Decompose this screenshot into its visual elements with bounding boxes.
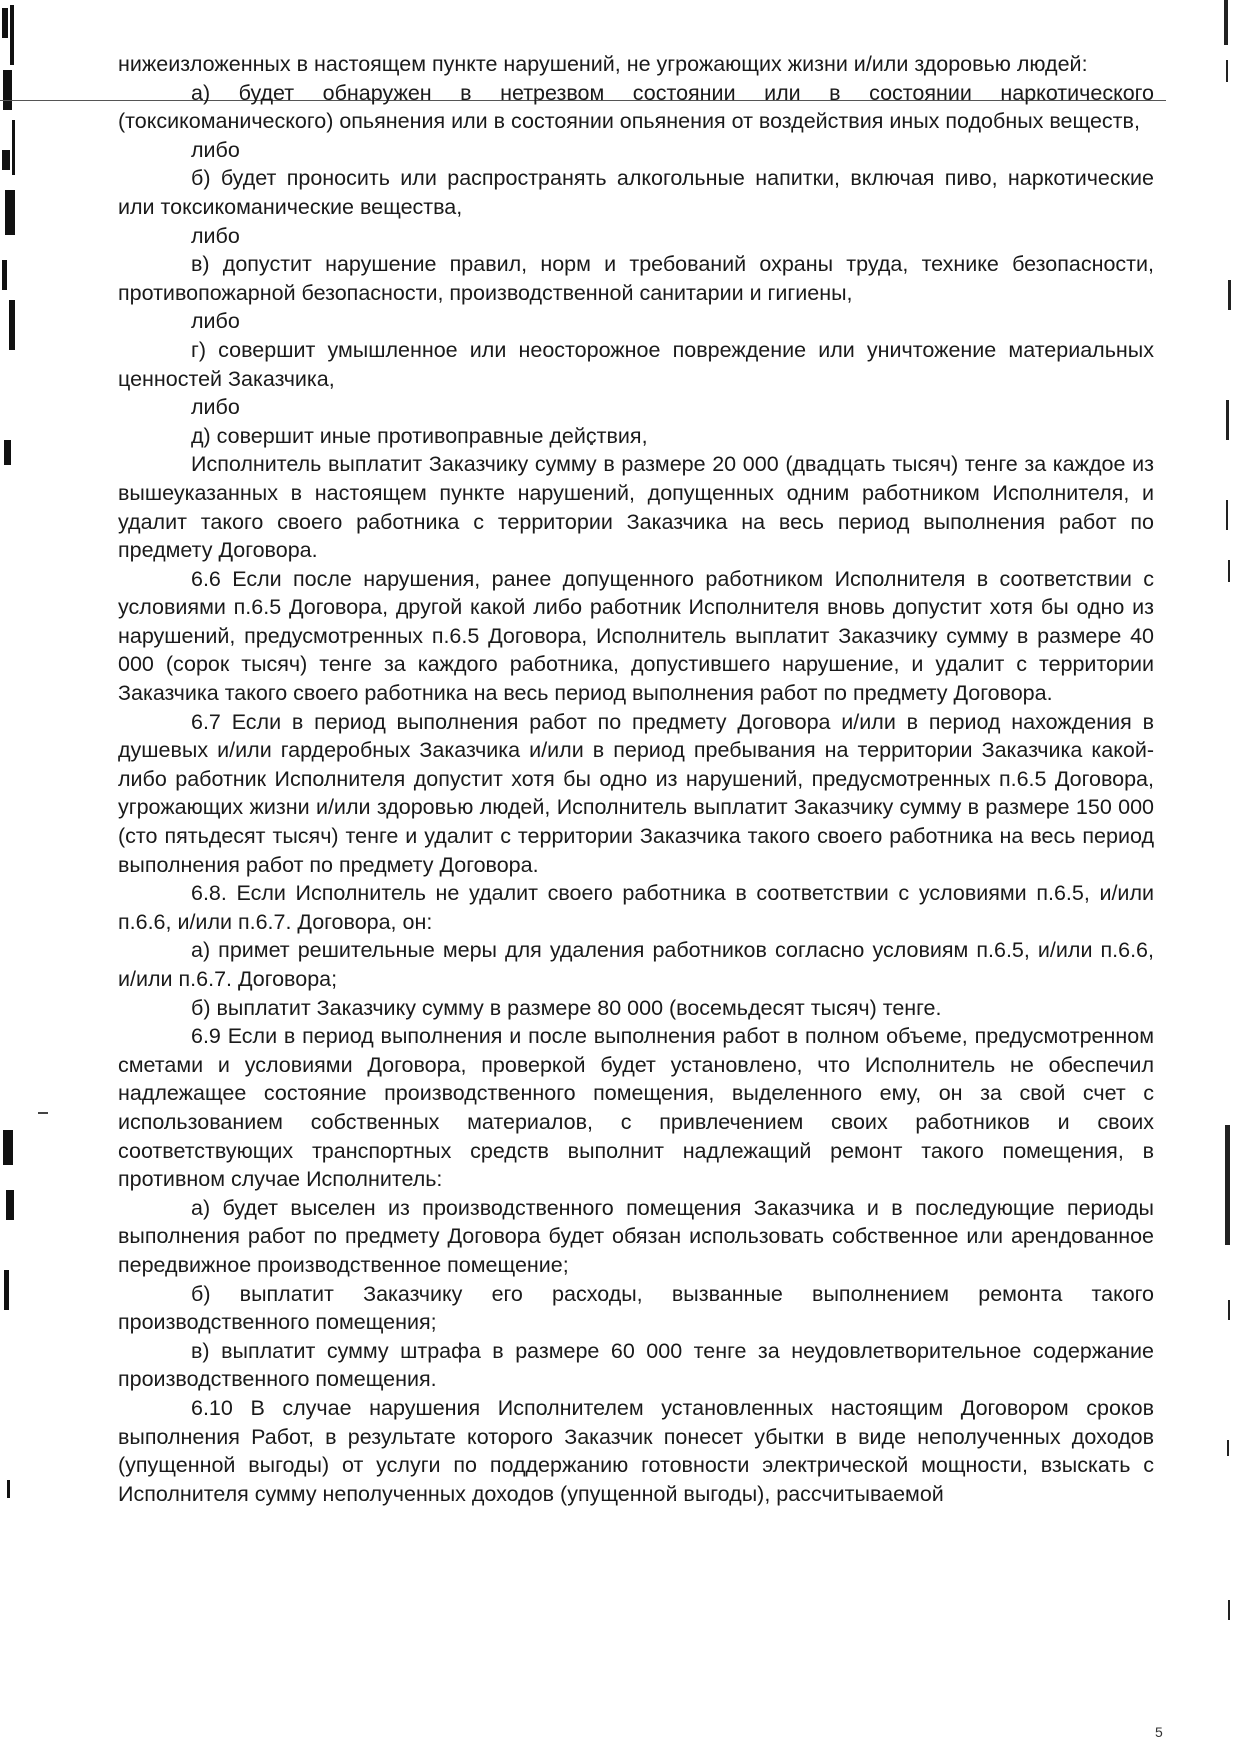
paragraph: либо xyxy=(191,223,240,248)
paragraph: нижеизложенных в настоящем пункте нарушений, не угрожающих жизни и/или здоровью людей: xyxy=(118,52,1088,76)
paragraph: либо xyxy=(191,395,240,420)
paragraph: а) будет обнаружен в нетрезвом состоянии или в состоянии наркотического (токсикоманического) опьянения или в состоянии опьянения от воздействия иных подобных веществ, xyxy=(118,80,1154,134)
paragraph: в) выплатит сумму штрафа в размере 60 000 тенге за неудовлетворительное содержание производственного помещения. xyxy=(118,1338,1154,1392)
scan-speck xyxy=(38,1112,48,1114)
paragraph: в) допустит нарушение правил, норм и требований охраны труда, технике безопасности, противопожарной безопасности, производственной санитарии и гигиены, xyxy=(118,252,1154,305)
paragraph: а) будет выселен из производственного помещения Заказчика и в последующие периоды выполнения работ по предмету Договора будет обязан использовать собственное или арендованное передвижное производственное помещение; xyxy=(118,1195,1154,1277)
paragraph: 6.10 В случае нарушения Исполнителем установленных настоящим Договором сроков выполнения Работ, в результате которого Заказчик понесет убытки в виде неполученных доходов (упущенной выгоды) от услуги по поддержанию готовности электрической мощности, взыскать с Исполнителя сумму неполученных доходов (упущенной выгоды), рассчитываемой xyxy=(118,1395,1154,1506)
paragraph: б) выплатит Заказчику сумму в размере 80 000 (восемьдесят тысяч) тенге. xyxy=(191,995,942,1020)
paragraph: г) совершит умышленное или неосторожное повреждение или уничтожение материальных ценностей Заказчика, xyxy=(118,337,1154,391)
paragraph: б) будет проносить или распространять алкогольные напитки, включая пиво, наркотические или токсикоманические вещества, xyxy=(118,166,1154,219)
paragraph: либо xyxy=(191,309,240,334)
scan-edge-left xyxy=(0,0,22,1754)
paragraph: 6.6 Если после нарушения, ранее допущенного работником Исполнителя в соответствии с условиями п.6.5 Договора, другой какой либо работник Исполнителя вновь допустит хотя бы одно из нарушений, предусмотренных п.6.5 Договора, Исполнитель выплатит Заказчику сумму в размере 40 000 (сорок тысяч) тенге за каждого работника, допустившего нарушение, и удалит с территории Заказчика такого своего работника на весь период выполнения работ по предмету Договора. xyxy=(118,566,1154,706)
paragraph: Исполнитель выплатит Заказчику сумму в размере 20 000 (двадцать тысяч) тенге за каждое из вышеуказанных в настоящем пункте нарушений, допущенных одним работником Исполнителя, и удалит такого своего работника с территории Заказчика на весь период выполнения работ по предмету Договора. xyxy=(118,452,1154,563)
paragraph: либо xyxy=(191,137,240,162)
scan-edge-right xyxy=(1210,0,1240,1754)
paragraph: 6.7 Если в период выполнения работ по предмету Договора и/или в период нахождения в душевых и/или гардеробных Заказчика и/или в период пребывания на территории Заказчика какой-либо работник Исполнителя допустит хотя бы одно из нарушений, предусмотренных п.6.5 Договора, угрожающих жизни и/или здоровью людей, Исполнитель выплатит Заказчику сумму в размере 150 000 (сто пятьдесят тысяч) тенге и удалит с территории Заказчика такого своего работника на весь период выполнения работ по предмету Договора. xyxy=(118,709,1154,877)
page-number: 5 xyxy=(1155,1724,1163,1740)
contract-text xyxy=(118,50,1154,1508)
paragraph: 6.9 Если в период выполнения и после выполнения работ в полном объеме, предусмотренном сметами и условиями Договора, проверкой будет установлено, что Исполнитель не обеспечил надлежащее состояние производственного помещения, выделенного ему, он за свой счет с использованием собственных материалов, с привлечением своих работников и своих соответствующих транспортных средств выполнит надлежащий ремонт такого помещения, в противном случае Исполнитель: xyxy=(118,1024,1154,1192)
paragraph: б) выплатит Заказчику его расходы, вызванные выполнением ремонта такого производственного помещения; xyxy=(118,1281,1154,1335)
paragraph: 6.8. Если Исполнитель не удалит своего работника в соответствии с условиями п.6.5, и/или п.6.6, и/или п.6.7. Договора, он: xyxy=(118,881,1154,934)
paragraph: а) примет решительные меры для удаления работников согласно условиям п.6.5, и/или п.6.6, и/или п.6.7. Договора; xyxy=(118,938,1154,991)
paragraph: д) совершит иные противоправные действия, xyxy=(191,423,648,448)
